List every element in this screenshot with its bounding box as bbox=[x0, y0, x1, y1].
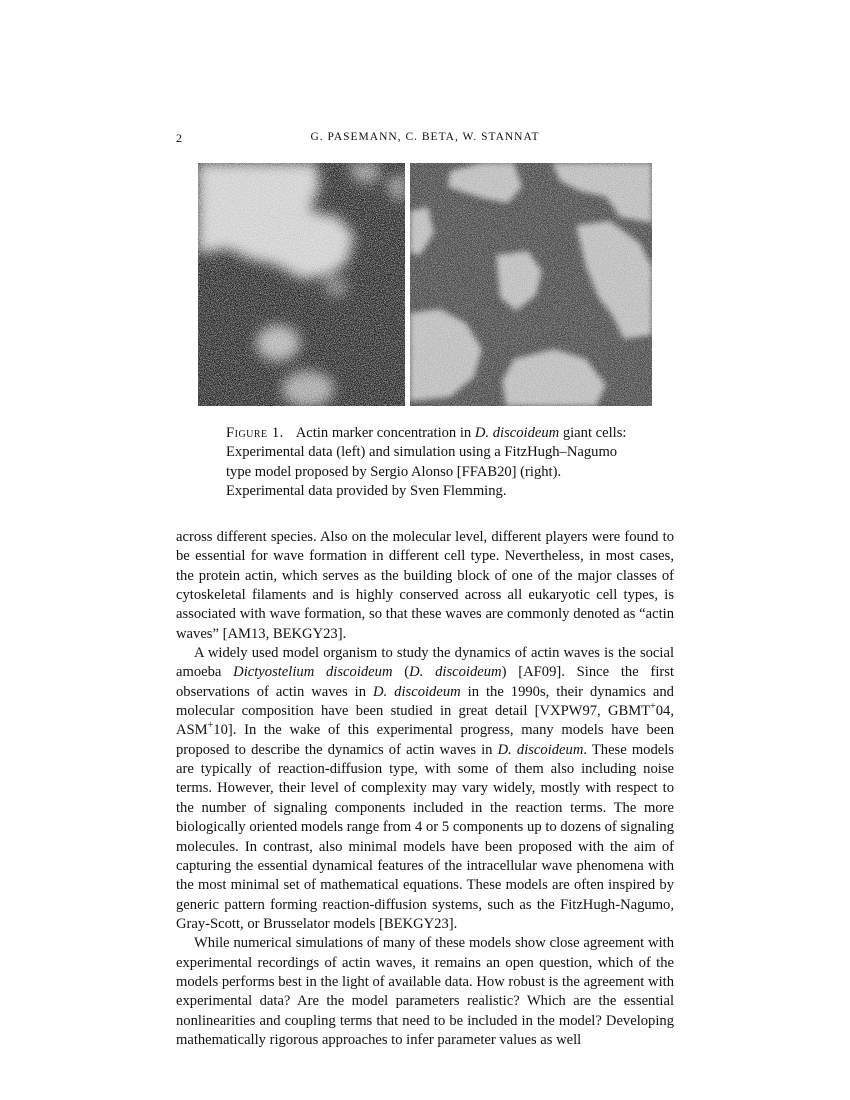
body-text bbox=[176, 528, 674, 1050]
figure-label: Figure 1. bbox=[226, 425, 284, 441]
figure-caption bbox=[226, 424, 628, 502]
paragraph-1: across different species. Also on the molecular level, different players were found to be essential for wave formation in different cell type. Nevertheless, in most cases, the protein actin, which serves as the building block of one of the major classes of cytoskeletal filaments and is highly conserved across all eukaryotic cell types, is associated with wave formation, so that these waves are commonly denoted as “actin waves” [AM13, BEKGY23]. bbox=[176, 529, 674, 642]
page-number: 2 bbox=[176, 131, 182, 145]
experimental-image bbox=[198, 163, 405, 406]
paragraph-2: A widely used model organism to study the dynamics of actin waves is the social amoeba Dictyostelium discoideum (D. discoideum) [AF09]. Since the first observations of actin waves in D. discoideum in the 1990s, their dynamics and molecular composition have been studied in great detail [VXPW97, GBMT+04, ASM+10]. In the wake of this experimental progress, many models have been proposed to describe the dynamics of actin waves in D. discoideum. These models are typically of reaction-diffusion type, with some of them also including noise terms. However, their level of complexity may vary widely, mostly with respect to the number of signaling components included in the reaction terms. The more biologically oriented models range from 4 or 5 components up to dozens of signaling molecules. In contrast, also minimal models have been proposed with the aim of capturing the essential dynamical features of the intracellular wave phenomena with the most minimal set of mathematical equations. These models are often inspired by generic pattern forming reaction-diffusion systems, such as the FitzHugh-Nagumo, Gray-Scott, or Brusselator models [BEKGY23]. bbox=[176, 645, 674, 932]
simulation-image bbox=[410, 163, 652, 406]
caption-species: D. discoideum bbox=[474, 425, 560, 441]
running-head: G. PASEMANN, C. BETA, W. STANNAT bbox=[310, 131, 540, 143]
caption-text: Actin marker concentration in bbox=[295, 425, 475, 441]
caption-text-rest: giant cells: Experimental data (left) and simulation using a FitzHugh–Nagumo type model proposed by Sergio Alonso [FFAB20] (right). Experimental data provided by Sven Flemming. bbox=[226, 425, 627, 500]
paragraph-3: While numerical simulations of many of these models show close agreement with experimental recordings of actin waves, it remains an open question, which of the models performs best in the light of available data. How robust is the agreement with experimental data? Are the model parameters realistic? Which are the essential nonlinearities and coupling terms that need to be included in the model? Developing mathematically rigorous approaches to infer parameter values as well bbox=[176, 935, 674, 1048]
figure-panels bbox=[198, 163, 652, 406]
